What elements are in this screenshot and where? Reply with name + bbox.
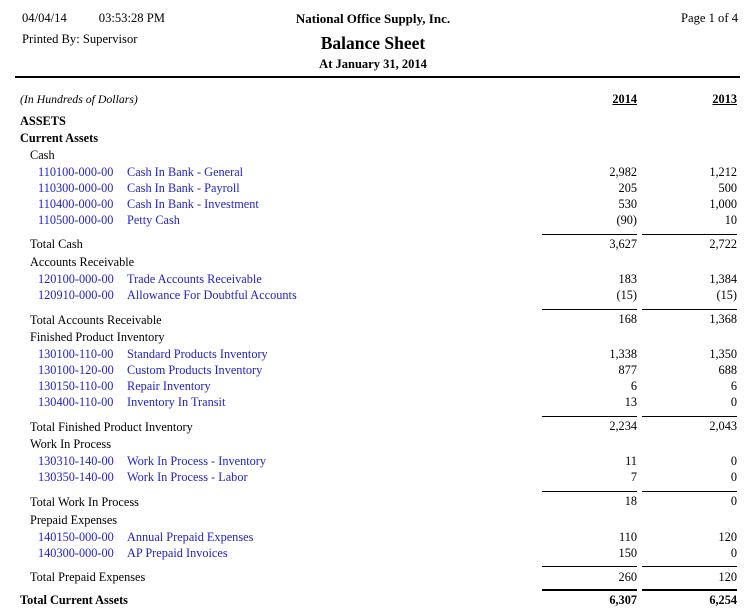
group-heading-label: Work In Process: [30, 437, 111, 452]
value-2014: 3,627: [542, 234, 637, 252]
account-name-link[interactable]: Work In Process - Inventory: [127, 454, 267, 469]
account-name-link[interactable]: Trade Accounts Receivable: [127, 272, 262, 287]
print-time: 03:53:28 PM: [98, 11, 165, 25]
value-2014: 13: [624, 395, 637, 410]
header-divider-rule: [15, 76, 740, 78]
value-2013: 2,043: [642, 416, 737, 434]
value-2014: 877: [618, 363, 637, 378]
account-number-link[interactable]: 110500-000-00: [38, 213, 114, 227]
group-heading-label: Accounts Receivable: [30, 255, 135, 270]
account-name-link[interactable]: Allowance For Doubtful Accounts: [127, 288, 297, 303]
value-2014: 6,307: [542, 589, 637, 608]
account-number-link[interactable]: 130310-140-00: [38, 454, 114, 469]
group-heading-row: [0, 256, 746, 273]
account-name-link[interactable]: Inventory In Transit: [127, 395, 226, 410]
account-number-link[interactable]: 120910-000-00: [38, 288, 114, 303]
total-row: [0, 234, 746, 253]
account-number-link[interactable]: 140300-000-00: [38, 545, 114, 560]
value-2014: 2,982: [609, 165, 637, 179]
account-name-link[interactable]: AP Prepaid Invoices: [127, 545, 228, 560]
value-2013: 6: [730, 379, 737, 394]
grand-total-label: Total Current Assets: [20, 592, 128, 607]
column-header-row: [0, 93, 746, 108]
total-row: [0, 566, 746, 585]
value-2013: 0: [730, 395, 737, 410]
value-2014: 6: [630, 379, 637, 394]
account-row: [0, 396, 746, 412]
report-subtitle: At January 31, 2014: [319, 57, 427, 71]
account-number-link[interactable]: 140150-000-00: [38, 529, 114, 544]
value-2014: 2,234: [542, 416, 637, 434]
account-number-link[interactable]: 120100-000-00: [38, 272, 114, 287]
value-2014: (15): [616, 288, 637, 303]
account-name-link[interactable]: Cash In Bank - Payroll: [127, 181, 240, 195]
account-row: [0, 455, 746, 471]
report-body: [0, 93, 746, 608]
section-heading-label: Current Assets: [20, 131, 98, 145]
total-row: [0, 309, 746, 328]
value-2013: 6,254: [642, 589, 737, 608]
year-column-header-2013: 2013: [712, 92, 737, 106]
value-2013: (15): [716, 288, 737, 303]
account-row: [0, 547, 746, 563]
value-2013: 120: [718, 529, 737, 544]
account-row: [0, 471, 746, 487]
printed-by: Printed By: Supervisor: [22, 32, 138, 46]
value-2013: 1,212: [709, 165, 737, 179]
account-row: [0, 182, 746, 198]
account-number-link[interactable]: 130350-140-00: [38, 470, 114, 485]
value-2013: 500: [718, 181, 737, 195]
section-heading-label: ASSETS: [20, 114, 66, 128]
value-2014: (90): [616, 213, 637, 227]
account-number-link[interactable]: 110300-000-00: [38, 181, 114, 195]
total-label: Total Accounts Receivable: [30, 312, 162, 327]
value-2013: 0: [730, 454, 737, 469]
total-label: Total Work In Process: [30, 494, 139, 509]
value-2014: 168: [542, 309, 637, 327]
group-heading-row: [0, 514, 746, 531]
group-heading-row: [0, 438, 746, 455]
group-heading-label: Cash: [30, 148, 55, 162]
section-heading-row: [0, 115, 746, 132]
print-date: 04/04/14: [22, 11, 67, 25]
value-2013: 1,384: [709, 272, 737, 287]
value-2013: 0: [730, 545, 737, 560]
account-row: [0, 289, 746, 305]
account-row: [0, 198, 746, 214]
group-heading-row: [0, 149, 746, 166]
grand-total-row: [0, 589, 746, 608]
value-2014: 18: [542, 491, 637, 509]
value-2014: 260: [542, 566, 637, 584]
account-name-link[interactable]: Petty Cash: [127, 213, 180, 227]
value-2013: 10: [724, 213, 737, 227]
account-number-link[interactable]: 110100-000-00: [38, 165, 114, 179]
account-row: [0, 273, 746, 289]
value-2013: 688: [718, 363, 737, 378]
account-row: [0, 531, 746, 547]
value-2014: 7: [630, 470, 637, 485]
value-2013: 1,000: [709, 197, 737, 211]
account-number-link[interactable]: 130400-110-00: [38, 395, 114, 410]
account-number-link[interactable]: 130100-110-00: [38, 347, 114, 362]
account-row: [0, 364, 746, 380]
report-header: [0, 0, 746, 93]
value-2014: 530: [618, 197, 637, 211]
report-title: Balance Sheet: [320, 33, 426, 53]
total-label: Total Cash: [30, 237, 83, 252]
value-2013: 120: [642, 566, 737, 584]
value-2013: 0: [730, 470, 737, 485]
year-column-header-2014: 2014: [612, 92, 637, 106]
account-number-link[interactable]: 130150-110-00: [38, 379, 114, 394]
value-2013: 0: [642, 491, 737, 509]
value-2014: 205: [618, 181, 637, 195]
company-name: National Office Supply, Inc.: [295, 11, 451, 26]
group-heading-label: Finished Product Inventory: [30, 330, 165, 345]
account-name-link[interactable]: Repair Inventory: [127, 379, 211, 394]
value-2014: 1,338: [609, 347, 637, 362]
account-number-link[interactable]: 130100-120-00: [38, 363, 114, 378]
account-row: [0, 380, 746, 396]
account-row: [0, 166, 746, 182]
account-name-link[interactable]: Cash In Bank - Investment: [127, 197, 259, 211]
value-2014: 150: [618, 545, 637, 560]
account-row: [0, 348, 746, 364]
total-label: Total Prepaid Expenses: [30, 570, 146, 585]
page-number: Page 1 of 4: [680, 11, 738, 25]
account-name-link[interactable]: Cash In Bank - General: [127, 165, 244, 179]
account-name-link[interactable]: Standard Products Inventory: [127, 347, 268, 362]
account-row: [0, 214, 746, 230]
account-name-link[interactable]: Work In Process - Labor: [127, 470, 248, 485]
value-2014: 183: [618, 272, 637, 287]
section-heading-row: [0, 132, 746, 149]
units-note: (In Hundreds of Dollars): [20, 92, 138, 106]
total-row: [0, 416, 746, 435]
value-2014: 11: [625, 454, 637, 469]
group-heading-label: Prepaid Expenses: [30, 512, 118, 527]
value-2014: 110: [619, 529, 637, 544]
account-name-link[interactable]: Annual Prepaid Expenses: [127, 529, 254, 544]
group-heading-row: [0, 331, 746, 348]
value-2013: 1,350: [709, 347, 737, 362]
value-2013: 1,368: [642, 309, 737, 327]
account-name-link[interactable]: Custom Products Inventory: [127, 363, 263, 378]
account-number-link[interactable]: 110400-000-00: [38, 197, 114, 211]
total-row: [0, 491, 746, 510]
value-2013: 2,722: [642, 234, 737, 252]
total-label: Total Finished Product Inventory: [30, 419, 193, 434]
